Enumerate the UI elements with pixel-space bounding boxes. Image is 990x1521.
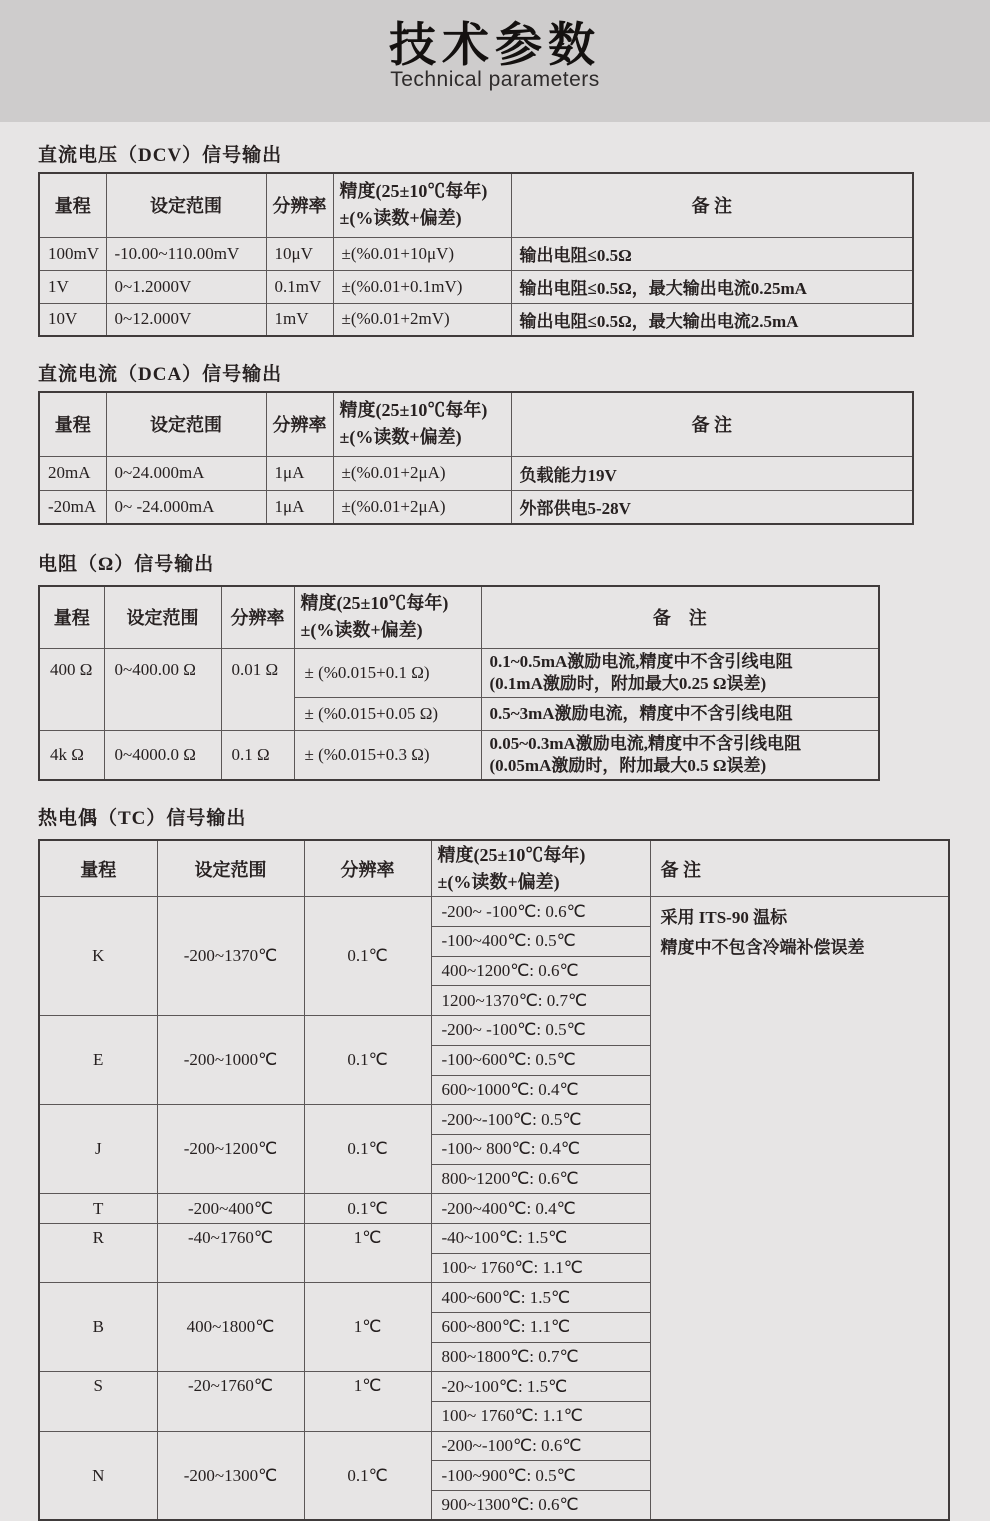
dcv-col-range: 量程 <box>39 173 106 237</box>
accuracy-cell: -200~ -100℃: 0.5℃ <box>431 1016 650 1046</box>
tc-remark-cell <box>650 897 949 1520</box>
remark-cell <box>481 648 879 697</box>
dca-row-neg20ma <box>39 490 913 524</box>
resolution-cell: 0.1℃ <box>304 897 431 1016</box>
remark-cell: 输出电阻≤0.5Ω，最大输出电流0.25mA <box>511 270 913 303</box>
resolution-cell: 1μA <box>266 456 333 490</box>
accuracy-cell: 1200~1370℃: 0.7℃ <box>431 986 650 1016</box>
tc-col-set: 设定范围 <box>157 840 304 897</box>
set-range-cell: 0~24.000mA <box>106 456 266 490</box>
ohm-col-set: 设定范围 <box>104 586 221 648</box>
accuracy-cell: 400~600℃: 1.5℃ <box>431 1283 650 1313</box>
set-range-cell: -200~1300℃ <box>157 1431 304 1520</box>
set-range-cell: -200~1200℃ <box>157 1105 304 1194</box>
dcv-col-accuracy <box>333 173 511 237</box>
range-cell: 10V <box>39 303 106 336</box>
remark-line1: 0.05~0.3mA激励电流,精度中不含引线电阻 <box>489 733 802 753</box>
ohm-col-res: 分辨率 <box>221 586 294 648</box>
accuracy-cell: -200~-100℃: 0.6℃ <box>431 1431 650 1461</box>
ohm-accuracy-line2: ±(%读数+偏差) <box>300 620 423 641</box>
resolution-cell: 1℃ <box>304 1283 431 1372</box>
dca-col-res: 分辨率 <box>266 392 333 456</box>
dca-accuracy-line1: 精度(25±10℃每年) <box>339 400 488 421</box>
dcv-row-100mv <box>39 237 913 270</box>
dca-col-accuracy <box>333 392 511 456</box>
dcv-col-set: 设定范围 <box>106 173 266 237</box>
range-cell: 400 Ω <box>39 648 104 730</box>
accuracy-cell: 100~ 1760℃: 1.1℃ <box>431 1402 650 1432</box>
accuracy-cell: -200~ -100℃: 0.6℃ <box>431 897 650 927</box>
resolution-cell: 1℃ <box>304 1223 431 1282</box>
ohm-col-range: 量程 <box>39 586 104 648</box>
resolution-cell: 0.1℃ <box>304 1431 431 1520</box>
range-cell: 1V <box>39 270 106 303</box>
type-cell: E <box>39 1016 157 1105</box>
dca-accuracy-line2: ±(%读数+偏差) <box>339 427 462 448</box>
title-banner <box>0 0 990 122</box>
remark-cell: 外部供电5-28V <box>511 490 913 524</box>
set-range-cell: 0~1.2000V <box>106 270 266 303</box>
remark-line2: (0.05mA激励时，附加最大0.5 Ω误差) <box>489 755 767 775</box>
ohm-header-row <box>39 586 879 648</box>
accuracy-cell: 400~1200℃: 0.6℃ <box>431 956 650 986</box>
section-title-tc: 热电偶（TC）信号输出 <box>38 807 247 829</box>
remark-cell: 0.5~3mA激励电流，精度中不含引线电阻 <box>481 697 879 730</box>
ohm-accuracy-line1: 精度(25±10℃每年) <box>300 593 449 614</box>
set-range-cell: -20~1760℃ <box>157 1372 304 1431</box>
range-cell: -20mA <box>39 490 106 524</box>
dca-col-set: 设定范围 <box>106 392 266 456</box>
resolution-cell: 1μA <box>266 490 333 524</box>
tc-accuracy-line2: ±(%读数+偏差) <box>437 871 560 892</box>
tc-row-k <box>39 897 949 927</box>
accuracy-cell: ±(%0.01+2μA) <box>333 490 511 524</box>
tc-accuracy-line1: 精度(25±10℃每年) <box>437 844 586 865</box>
type-cell: R <box>39 1223 157 1282</box>
type-cell: K <box>39 897 157 1016</box>
tc-table <box>38 839 950 1521</box>
section-title-ohm: 电阻（Ω）信号输出 <box>38 554 215 575</box>
range-cell: 100mV <box>39 237 106 270</box>
set-range-cell: 0~12.000V <box>106 303 266 336</box>
accuracy-cell: -100~600℃: 0.5℃ <box>431 1045 650 1075</box>
accuracy-cell: ± (%0.015+0.1 Ω) <box>294 648 481 697</box>
dca-table <box>38 391 914 525</box>
remark-cell: 负载能力19V <box>511 456 913 490</box>
tc-col-res: 分辨率 <box>304 840 431 897</box>
set-range-cell: 0~4000.0 Ω <box>104 730 221 780</box>
type-cell: S <box>39 1372 157 1431</box>
dcv-col-res: 分辨率 <box>266 173 333 237</box>
ohm-row-400-a <box>39 648 879 697</box>
dca-header-row <box>39 392 913 456</box>
dca-row-20ma <box>39 456 913 490</box>
dcv-col-remark: 备 注 <box>511 173 913 237</box>
accuracy-cell: 100~ 1760℃: 1.1℃ <box>431 1253 650 1283</box>
accuracy-cell: 600~800℃: 1.1℃ <box>431 1313 650 1343</box>
dcv-row-10v <box>39 303 913 336</box>
resolution-cell: 0.01 Ω <box>221 648 294 730</box>
tc-header-row <box>39 840 949 897</box>
tc-col-accuracy <box>431 840 650 897</box>
dcv-accuracy-line2: ±(%读数+偏差) <box>339 208 462 229</box>
remark-line1: 0.1~0.5mA激励电流,精度中不含引线电阻 <box>489 651 793 671</box>
range-cell: 4k Ω <box>39 730 104 780</box>
resolution-cell: 0.1℃ <box>304 1016 431 1105</box>
remark-cell: 输出电阻≤0.5Ω <box>511 237 913 270</box>
resolution-cell: 1℃ <box>304 1372 431 1431</box>
tc-remark-line2: 精度中不包含冷端补偿误差 <box>660 938 865 958</box>
resolution-cell: 0.1℃ <box>304 1105 431 1194</box>
page-content <box>0 140 990 1521</box>
accuracy-cell: -20~100℃: 1.5℃ <box>431 1372 650 1402</box>
set-range-cell: -40~1760℃ <box>157 1223 304 1282</box>
section-title-dcv: 直流电压（DCV）信号输出 <box>38 145 283 166</box>
accuracy-cell: ± (%0.015+0.3 Ω) <box>294 730 481 780</box>
accuracy-cell: 900~1300℃: 0.6℃ <box>431 1491 650 1521</box>
accuracy-cell: -200~-100℃: 0.5℃ <box>431 1105 650 1135</box>
resolution-cell: 0.1mV <box>266 270 333 303</box>
range-cell: 20mA <box>39 456 106 490</box>
page-subtitle: Technical parameters <box>390 68 600 92</box>
set-range-cell: -10.00~110.00mV <box>106 237 266 270</box>
ohm-col-remark: 备 注 <box>481 586 879 648</box>
accuracy-cell: ±(%0.01+0.1mV) <box>333 270 511 303</box>
accuracy-cell: 800~1200℃: 0.6℃ <box>431 1164 650 1194</box>
dca-col-remark: 备 注 <box>511 392 913 456</box>
remark-cell <box>481 730 879 780</box>
dcv-row-1v <box>39 270 913 303</box>
accuracy-cell: 800~1800℃: 0.7℃ <box>431 1342 650 1372</box>
set-range-cell: 0~ -24.000mA <box>106 490 266 524</box>
tc-col-range: 量程 <box>39 840 157 897</box>
accuracy-cell: ±(%0.01+10μV) <box>333 237 511 270</box>
accuracy-cell: ± (%0.015+0.05 Ω) <box>294 697 481 730</box>
accuracy-cell: ±(%0.01+2μA) <box>333 456 511 490</box>
accuracy-cell: -200~400℃: 0.4℃ <box>431 1194 650 1224</box>
page-title: 技术参数 <box>389 18 601 71</box>
accuracy-cell: 600~1000℃: 0.4℃ <box>431 1075 650 1105</box>
resolution-cell: 1mV <box>266 303 333 336</box>
dcv-accuracy-line1: 精度(25±10℃每年) <box>339 181 488 202</box>
type-cell: N <box>39 1431 157 1520</box>
accuracy-cell: -100~900℃: 0.5℃ <box>431 1461 650 1491</box>
ohm-table <box>38 585 880 781</box>
dca-col-range: 量程 <box>39 392 106 456</box>
set-range-cell: -200~400℃ <box>157 1194 304 1224</box>
tc-remark-line1: 采用 ITS-90 温标 <box>660 908 788 928</box>
resolution-cell: 0.1℃ <box>304 1194 431 1224</box>
accuracy-cell: -100~400℃: 0.5℃ <box>431 927 650 957</box>
section-title-dca: 直流电流（DCA）信号输出 <box>38 364 283 385</box>
type-cell: B <box>39 1283 157 1372</box>
set-range-cell: 0~400.00 Ω <box>104 648 221 730</box>
set-range-cell: 400~1800℃ <box>157 1283 304 1372</box>
accuracy-cell: -100~ 800℃: 0.4℃ <box>431 1134 650 1164</box>
ohm-row-4k <box>39 730 879 780</box>
set-range-cell: -200~1000℃ <box>157 1016 304 1105</box>
tc-col-remark: 备 注 <box>650 840 949 897</box>
resolution-cell: 10μV <box>266 237 333 270</box>
remark-cell: 输出电阻≤0.5Ω，最大输出电流2.5mA <box>511 303 913 336</box>
remark-line2: (0.1mA激励时，附加最大0.25 Ω误差) <box>489 673 767 693</box>
ohm-col-accuracy <box>294 586 481 648</box>
dcv-table <box>38 172 914 337</box>
type-cell: T <box>39 1194 157 1224</box>
set-range-cell: -200~1370℃ <box>157 897 304 1016</box>
dcv-header-row <box>39 173 913 237</box>
accuracy-cell: -40~100℃: 1.5℃ <box>431 1223 650 1253</box>
type-cell: J <box>39 1105 157 1194</box>
accuracy-cell: ±(%0.01+2mV) <box>333 303 511 336</box>
resolution-cell: 0.1 Ω <box>221 730 294 780</box>
